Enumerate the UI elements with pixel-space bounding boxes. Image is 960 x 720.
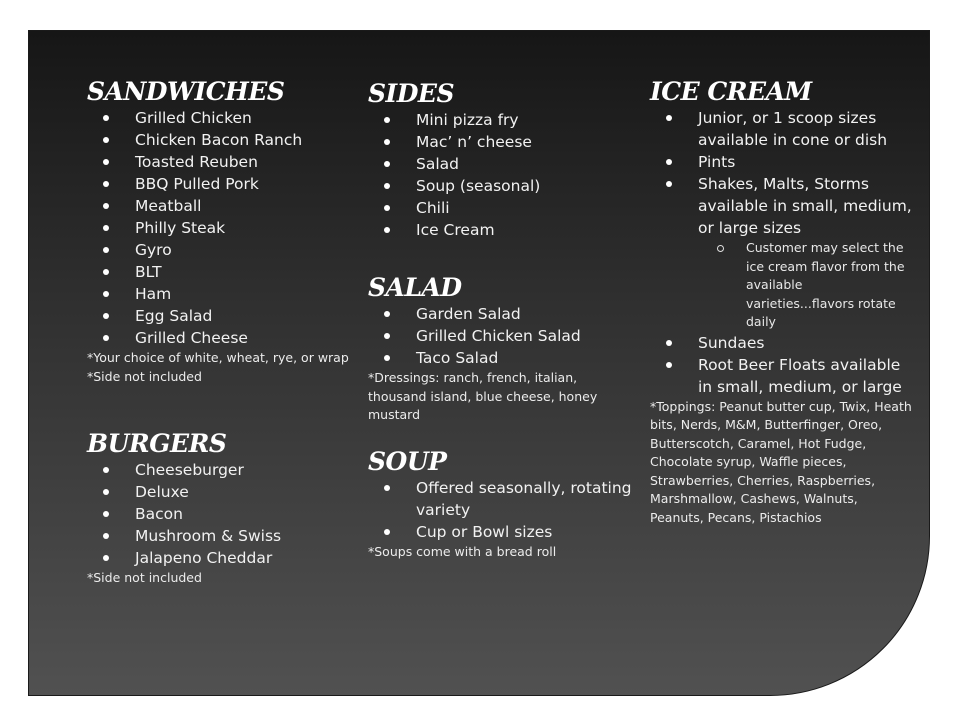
list-item: BBQ Pulled Pork [87,173,357,195]
list-item: Pints [650,151,912,173]
ice-cream-heading: ICE CREAM [650,77,812,106]
sub-list-item: Customer may select the ice cream flavor from the available varieties...flavors rotate daily [698,239,912,332]
list-item: Offered seasonally, rotating variety [368,477,638,521]
ice-cream-section [650,77,912,527]
list-item: Chicken Bacon Ranch [87,129,357,151]
list-item: Chili [368,197,638,219]
menu-panel [28,30,930,696]
list-item: Deluxe [87,481,357,503]
salad-heading: SALAD [368,273,462,302]
list-item: Grilled Chicken Salad [368,325,638,347]
list-item: Mushroom & Swiss [87,525,357,547]
list-item: Root Beer Floats available in small, medium, or large [650,354,912,398]
list-item: Grilled Chicken [87,107,357,129]
list-item: Shakes, Malts, Storms available in small, medium, or large sizes [650,173,912,239]
sides-list [368,109,638,241]
list-item: Gyro [87,239,357,261]
list-item: Taco Salad [368,347,638,369]
sandwiches-section [87,77,357,386]
list-item: Meatball [87,195,357,217]
soup-list [368,477,638,543]
list-item: Toasted Reuben [87,151,357,173]
list-item: Ham [87,283,357,305]
burgers-heading: BURGERS [87,429,227,458]
burgers-list [87,459,357,569]
ice-cream-note-toppings: *Toppings: Peanut butter cup, Twix, Heath bits, Nerds, M&M, Butterfinger, Oreo, Butterscotch, Caramel, Hot Fudge, Chocolate syrup, Waffle pieces, Strawberries, Cherries, Raspberries, Marshmallow, Cashews, Walnuts, Peanuts, Pecans, Pistachios [650,398,912,525]
list-item: Egg Salad [87,305,357,327]
list-item: Junior, or 1 scoop sizes available in cone or dish [650,107,912,151]
list-item: Grilled Cheese [87,327,357,349]
burgers-section [87,429,357,588]
sandwiches-heading: SANDWICHES [87,77,285,106]
list-item: Bacon [87,503,357,525]
burgers-note-side: *Side not included [87,570,202,585]
list-item: Philly Steak [87,217,357,239]
list-item: Cheeseburger [87,459,357,481]
list-item: Soup (seasonal) [368,175,638,197]
list-item: Cup or Bowl sizes [368,521,638,543]
list-item: Sundaes [650,332,912,354]
list-item: Ice Cream [368,219,638,241]
sandwiches-note-bread: *Your choice of white, wheat, rye, or wrap [87,350,349,365]
soup-note-bread: *Soups come with a bread roll [368,544,557,559]
salad-section [368,273,638,425]
ice-cream-list-more [650,332,912,398]
list-item: Mini pizza fry [368,109,638,131]
soup-section [368,447,638,562]
list-item: Garden Salad [368,303,638,325]
sandwiches-list [87,107,357,349]
salad-note-dressings: *Dressings: ranch, french, italian, thousand island, blue cheese, honey mustard [368,370,598,422]
sides-section [368,79,638,241]
list-item: BLT [87,261,357,283]
sandwiches-note-side: *Side not included [87,368,202,384]
list-item: Salad [368,153,638,175]
sides-heading: SIDES [368,79,455,108]
ice-cream-sub-list [650,239,912,332]
list-item: Mac’ n’ cheese [368,131,638,153]
salad-list [368,303,638,369]
list-item: Jalapeno Cheddar [87,547,357,569]
soup-heading: SOUP [368,447,447,476]
ice-cream-list [650,107,912,239]
